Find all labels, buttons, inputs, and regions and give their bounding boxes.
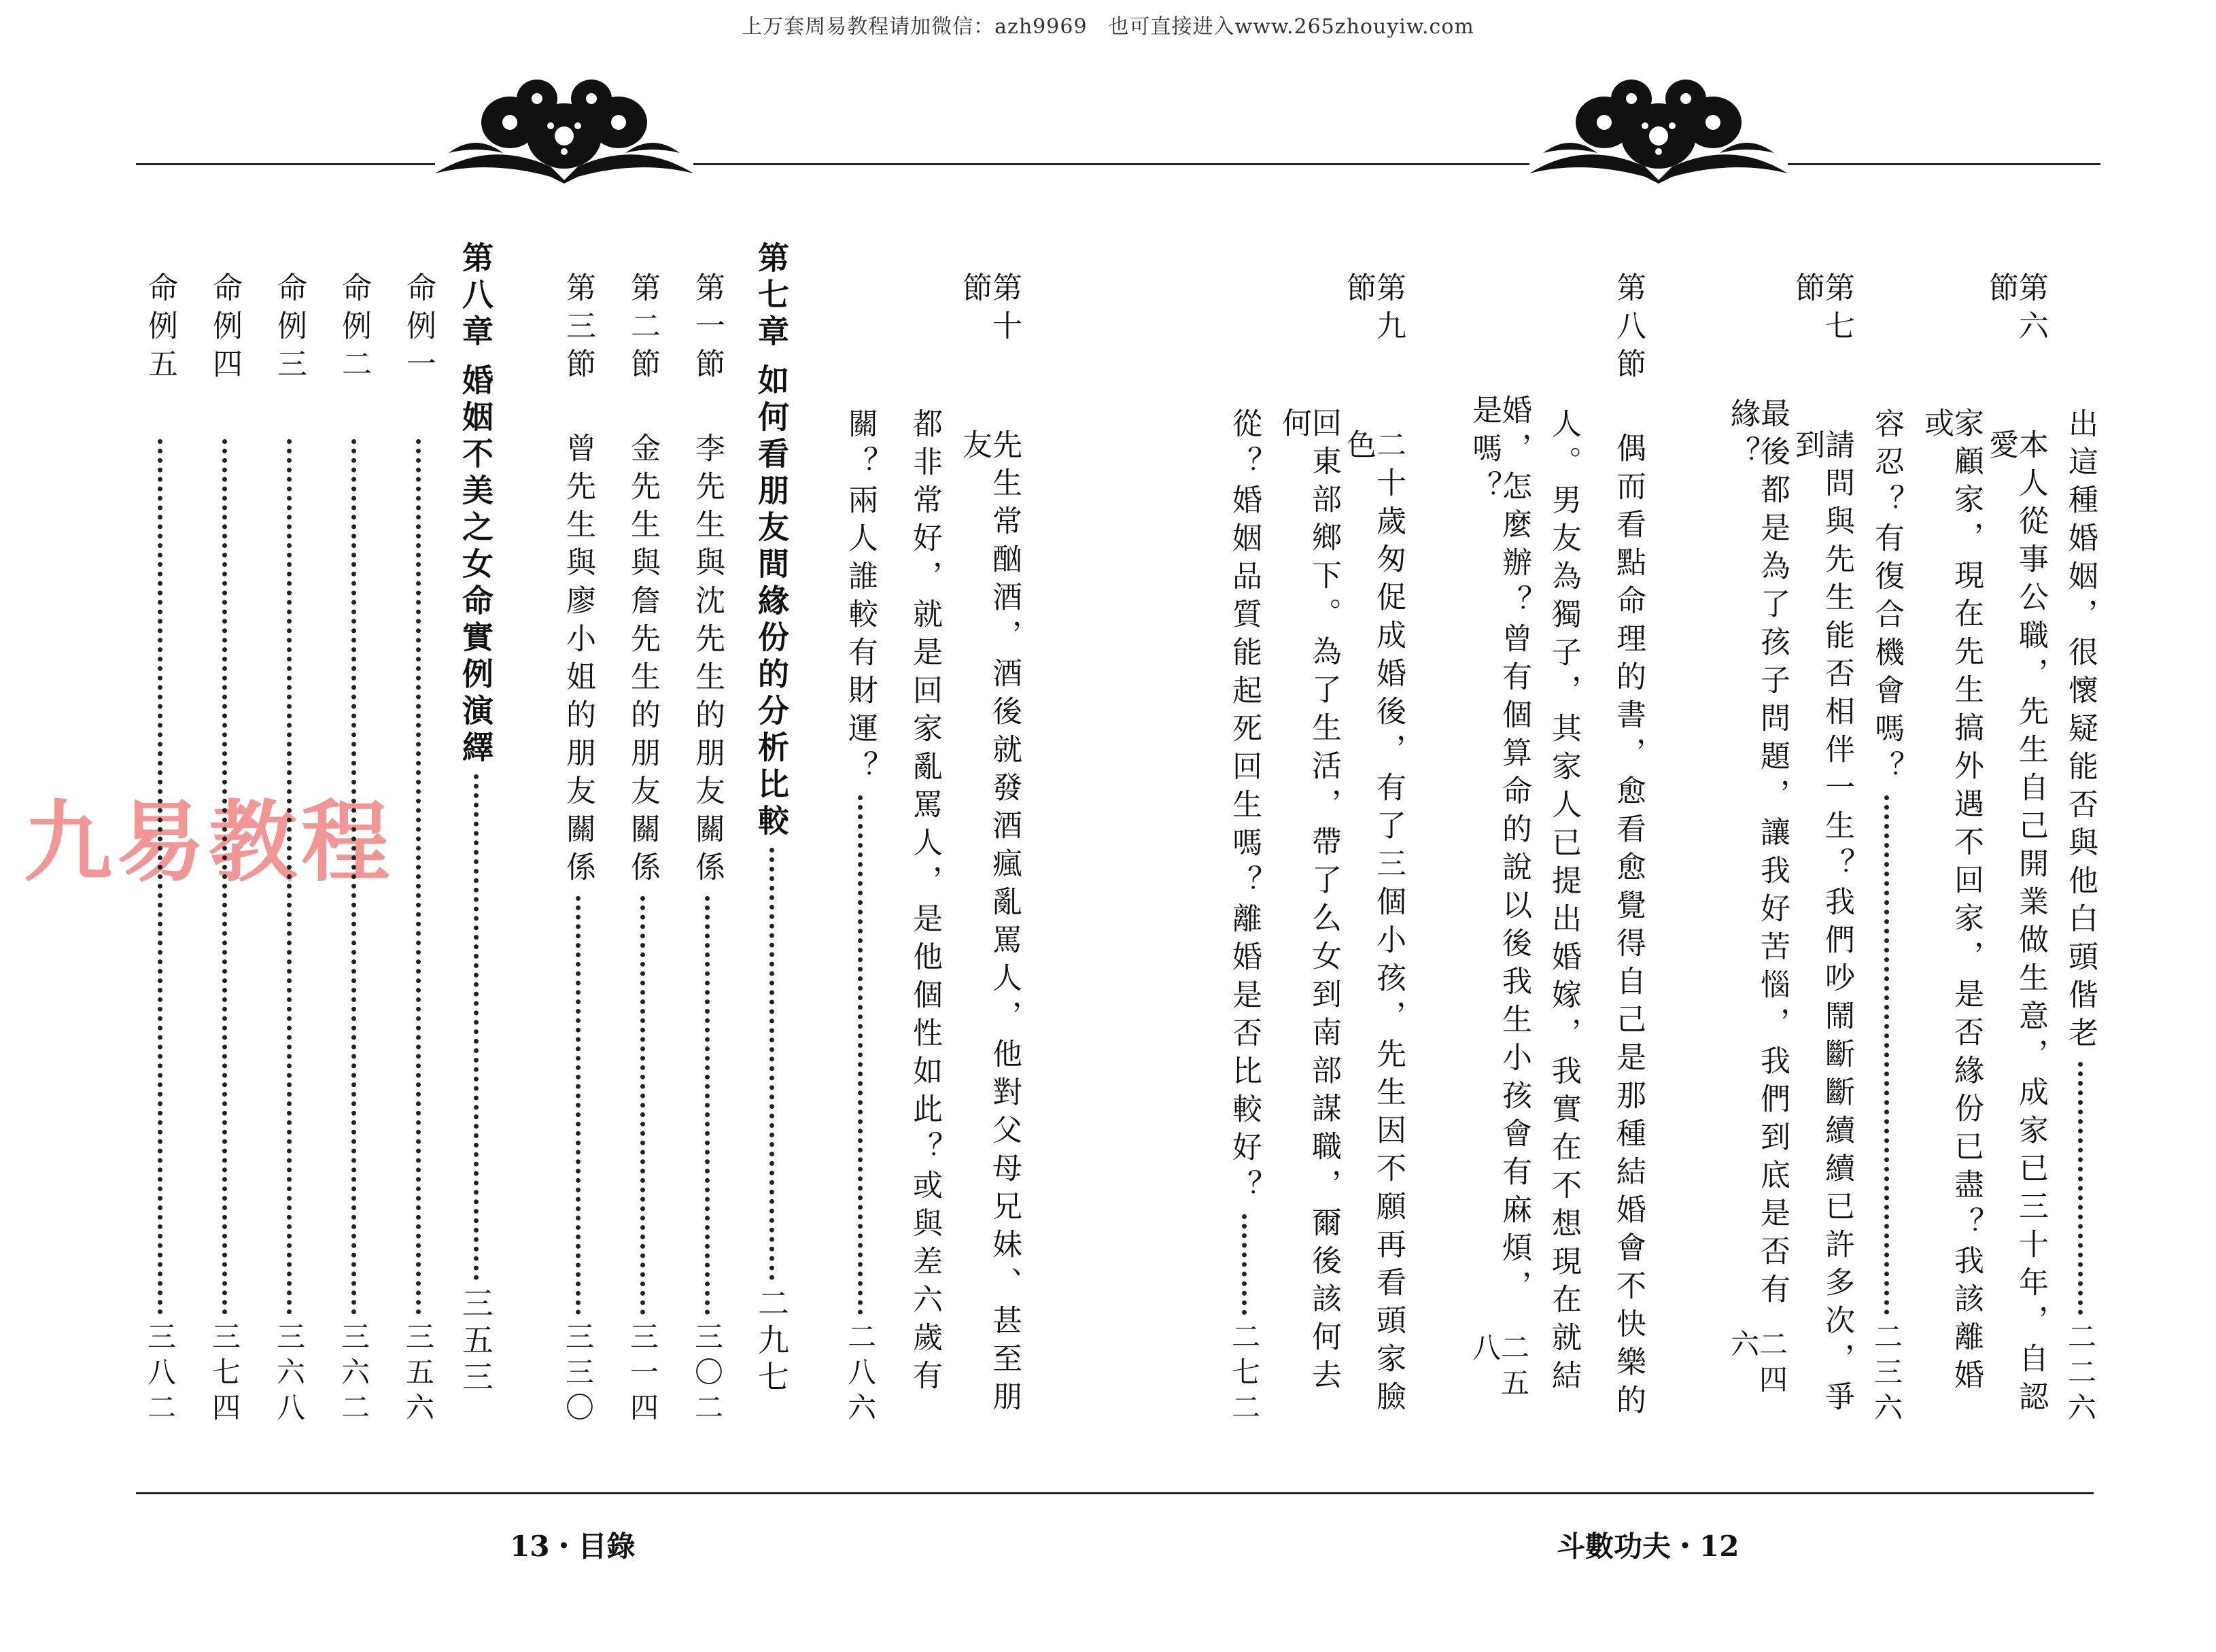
section-label: 第一節 — [690, 272, 725, 386]
page-number: 二五八 — [1468, 1332, 1530, 1403]
dot-leader — [1884, 795, 1889, 1315]
toc-entry — [1866, 272, 1907, 1428]
entry-text: 都非常好，就是回家亂罵人，是他個性如此？或與差六歲有 — [907, 408, 942, 1398]
header-banner: 上万套周易教程请加微信：azh9969 也可直接进入www.265zhouyiw.com — [742, 15, 1474, 39]
entry-text: 請問與先生能否相伴一生？我們吵鬧斷斷續續已許多次，爭到 — [1790, 429, 1854, 1419]
toc-entry — [1608, 272, 1648, 1428]
toc-entry — [1543, 272, 1584, 1428]
right-floral-ornament — [1529, 71, 1788, 184]
dot-leader — [351, 439, 356, 1315]
section-label: 命例五 — [143, 272, 177, 386]
dot-leader — [416, 439, 421, 1315]
toc-entry — [139, 272, 180, 1428]
dot-leader — [474, 774, 479, 1280]
toc-entry — [839, 272, 880, 1428]
toc-entry — [269, 272, 309, 1428]
bottom-rule-left — [136, 1492, 1122, 1494]
dot-leader — [576, 896, 581, 1315]
top-rule-right-inner — [1122, 163, 1529, 165]
section-label: 命例三 — [272, 272, 307, 386]
entry-text: 曾先生與廖小姐的朋友關係 — [561, 432, 595, 889]
chapter-title: 婚姻不美之女命實例演繹 — [457, 364, 494, 768]
entry-text: 從？婚姻品質能起死回生嗎？離婚是否比較好？ — [1227, 408, 1262, 1207]
section-label: 第七節 — [1790, 272, 1854, 348]
entry-text: 先生常酗酒，酒後就發酒瘋亂罵人，他對父母兄妹、甚至朋友 — [957, 429, 1022, 1419]
chapter-number: 第八章 — [457, 241, 494, 351]
dot-leader — [158, 439, 162, 1315]
dot-leader — [1242, 1214, 1247, 1315]
left-floral-ornament — [435, 71, 693, 184]
page-number: 三一四 — [626, 1322, 659, 1428]
toc-entry — [1725, 272, 1790, 1428]
entry-text: 關？兩人誰較有財運？ — [843, 408, 878, 789]
toc-entry — [1277, 272, 1341, 1428]
dot-leader — [287, 439, 292, 1315]
section-label: 第十節 — [957, 272, 1022, 348]
entry-text: 偶而看點命理的書，愈看愈覺得自己是那種結婚會不快樂的 — [1611, 432, 1646, 1422]
entry-text: 本人從事公職，先生自己開業做生意，成家已三十年，自認愛 — [1984, 429, 2048, 1419]
page-number: 三〇二 — [691, 1322, 724, 1428]
page-number: 三六二 — [337, 1322, 370, 1428]
toc-entry — [1790, 272, 1854, 1428]
toc-entry — [204, 272, 245, 1428]
section-label: 第八節 — [1611, 272, 1646, 386]
page-number: 二二六 — [2064, 1322, 2097, 1428]
section-label: 命例二 — [336, 272, 371, 386]
section-label: 第三節 — [561, 272, 595, 386]
page-number: 二七二 — [1228, 1322, 1261, 1428]
toc-entry — [1341, 272, 1406, 1428]
page-number: 三三〇 — [561, 1322, 595, 1428]
toc-entry — [622, 272, 663, 1428]
toc-entry — [1919, 272, 1984, 1428]
page-number: 二四六 — [1727, 1329, 1788, 1400]
toc-entry — [1467, 272, 1531, 1428]
dot-leader — [640, 896, 645, 1315]
dot-leader — [2078, 1062, 2083, 1315]
entry-text: 家顧家，現在先生搞外遇不回家，是否緣份已盡？我該離婚或 — [1919, 407, 1984, 1397]
toc-chapter — [455, 241, 496, 1397]
dot-leader — [222, 439, 227, 1315]
entry-text: 人。男友為獨子，其家人已提出婚嫁，我實在不想現在就結 — [1546, 408, 1581, 1398]
dot-leader — [705, 896, 710, 1315]
toc-entry — [1224, 272, 1264, 1428]
toc-chapter — [751, 241, 792, 1397]
toc-entry — [687, 272, 727, 1428]
toc-entry — [398, 272, 438, 1428]
watermark: 九易教程 — [24, 791, 394, 894]
section-label: 第六節 — [1984, 272, 2048, 348]
entry-text: 出這種婚姻，很懷疑能否與他白頭偕老 — [2063, 408, 2098, 1055]
page-number: 三七四 — [208, 1322, 241, 1428]
chapter-number: 第七章 — [753, 241, 790, 351]
page-number: 二九七 — [753, 1287, 790, 1397]
top-rule-left — [136, 163, 435, 165]
bottom-rule-right — [1122, 1492, 2094, 1494]
top-rule-right — [1788, 163, 2100, 165]
entry-text: 金先生與詹先生的朋友關係 — [625, 432, 660, 889]
footer-right: 斗數功夫・12 — [1557, 1530, 1739, 1563]
dot-leader — [858, 795, 863, 1315]
toc-entry — [2060, 272, 2100, 1428]
entry-text: 二十歲匆促成婚後，有了三個小孩，先生因不願再看頭家臉色 — [1341, 429, 1406, 1419]
toc-entry — [333, 272, 374, 1428]
chapter-title: 如何看朋友間緣份的分析比較 — [753, 364, 790, 841]
toc-entry — [904, 272, 945, 1428]
toc-entry — [557, 272, 598, 1428]
toc-entry — [957, 272, 1022, 1428]
entry-text: 李先生與沈先生的朋友關係 — [690, 432, 725, 889]
page-number: 二八六 — [844, 1322, 877, 1428]
entry-text: 回東部鄉下。為了生活，帶了么女到南部謀職，爾後該何去何 — [1277, 407, 1341, 1397]
section-label: 命例一 — [401, 272, 436, 386]
dot-leader — [769, 848, 774, 1280]
page-number: 二三六 — [1870, 1322, 1903, 1428]
section-label: 第二節 — [625, 272, 660, 386]
page-number: 三八二 — [143, 1322, 177, 1428]
page-number: 三五三 — [457, 1287, 494, 1397]
section-label: 命例四 — [207, 272, 242, 386]
entry-text: 容忍？有復合機會嗎？ — [1869, 408, 1904, 789]
page-number: 三六八 — [273, 1322, 306, 1428]
entry-text: 婚，怎麼辦？曾有個算命的說以後我生小孩會有麻煩，是嗎？ — [1467, 394, 1531, 1308]
entry-text: 最後都是為了孩子問題，讓我好苦惱，我們到底是否有緣？ — [1725, 398, 1790, 1312]
top-rule-left-inner — [693, 163, 1122, 165]
section-label: 第九節 — [1341, 272, 1406, 348]
footer-left: 13・目錄 — [510, 1530, 636, 1563]
page-number: 三五六 — [402, 1322, 435, 1428]
toc-entry — [1984, 272, 2048, 1428]
